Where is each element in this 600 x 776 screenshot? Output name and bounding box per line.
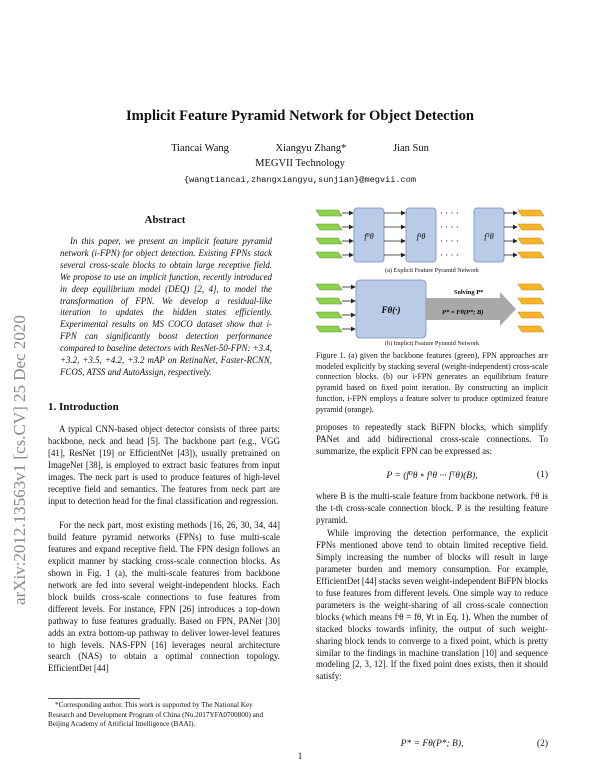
right-paragraph-1: proposes to repeatedly stack BiFPN blocks, which simplify PANet and add bidirectional cross-scale connections. To summarize, the explicit FPN can be expressed as:	[316, 422, 548, 456]
backbone-features-green-a	[316, 210, 342, 258]
equation-2-body: P* = Fθ(P*; B),	[400, 739, 464, 749]
arxiv-identifier: arXiv:2012.13563v1 [cs.CV] 25 Dec 2020	[10, 315, 29, 605]
block-label-f1: f¹θ	[416, 232, 426, 241]
equation-2-number: (2)	[536, 739, 548, 749]
equation-1-body: P = (f⁰θ ∘ f¹θ ··· fᵀθ)(B),	[386, 471, 478, 481]
ellipsis-3: · · · ·	[440, 236, 459, 246]
equation-2	[316, 739, 548, 749]
paper-title: Implicit Feature Pyramid Network for Object Detection	[126, 108, 474, 124]
feature-pyramid-orange-b	[518, 284, 544, 332]
ellipsis-2: · · · ·	[440, 222, 459, 232]
block-label-f0: f⁰θ	[364, 232, 374, 241]
backbone-features-green-b	[316, 284, 342, 332]
ellipsis-markers	[440, 208, 459, 260]
figure-subcaption-b: (b) Implicit Feature Pyramid Network	[384, 340, 480, 347]
author-1: Tiancai Wang	[171, 143, 229, 154]
author-emails: {wangtiancai,zhangxiangyu,sunjian}@megvii.com	[183, 175, 417, 185]
implicit-block-label: Fθ(·)	[381, 305, 401, 315]
abstract-text: In this paper, we present an implicit feature pyramid network (i-FPN) for object detection. Existing FPNs stack several cross-scale blocks to obtain large receptive field. We propose to use an implicit function, recently introduced in deep equilibrium model (DEQ) [2, 4], to model the transformation of FPN. We develop a residual-like iteration to updates the hidden states efficiently. Experimental results on MS COCO dataset show that i-FPN can significantly boost detection performance compared to baseline detectors with ResNet-50-FPN: +3.4, +3.2, +3.5, +4.2, +3.2 mAP on RetinaNet, Faster-RCNN, FCOS, ATSS and AutoAssign, respectively.	[60, 236, 272, 377]
author-3: Jian Sun	[393, 143, 429, 154]
affiliation: MEGVII Technology	[255, 158, 345, 169]
section-heading-introduction: 1. Introduction	[48, 401, 119, 413]
intro-paragraph-1: A typical CNN-based object detector consists of three parts: backbone, neck and head [5]. The backbone part (e.g., VGG [41], ResNet [19] or EfficientNet [43]), usually pretrained on ImageNet [38], is employed to extract basic features from input images. The neck part is used to produce features of high-level receptive field and semantics. The features from neck part are input to detection head for the final classification and regression.	[48, 424, 280, 506]
feature-pyramid-orange-a	[518, 210, 544, 258]
footnote: *Corresponding author. This work is supported by The National Key Research and Development Program of China (No.2017YFA0700800) and Beijing Academy of Artificial Intelligence (BAAI).	[48, 701, 264, 729]
figure-subcaption-a: (a) Explicit Feature Pyramid Network	[385, 267, 479, 274]
block-label-fT: fᵀθ	[484, 232, 494, 241]
ellipsis-4: · · · ·	[440, 250, 459, 260]
solving-label: Solving P*	[454, 289, 484, 296]
implicit-input-connections	[342, 287, 355, 329]
equation-1-number: (1)	[536, 470, 548, 480]
right-paragraph-3: While improving the detection performance, the explicit FPNs mentioned above tend to obtain limited receptive field. Simply increasing the number of blocks will result in large parameter burden and memory consumption. For example, EfficientDet [44] stacks seven weight-independent BiFPN blocks to fuse features from different levels. One simple way to reduce parameters is the weight-sharing of all cross-scale connection blocks (which means fᵗθ = fθ, ∀t in Eq. 1). When the number of stacked blocks towards infinity, the output of such weight-sharing block tends to converge to a fixed point, which is pretty similar to the findings in machine translation [10] and sequence modeling [2, 3, 12]. If the fixed point does exists, then it should satisfy:	[316, 528, 549, 682]
ellipsis-1: · · · ·	[440, 208, 459, 218]
figure-1-caption: Figure 1. (a) given the backbone features (green), FPN approaches are modeled explicitly by stacking several (weight-independent) cross-scale connection blocks. (b) our i-FPN generates an equilibrium feature pyramid based on fixed point iteration. By constructing an implicit function, i-FPN employs a feature solver to produce optimized feature pyramid (orange).	[316, 351, 548, 414]
author-2: Xiangyu Zhang*	[275, 143, 347, 154]
equation-1	[316, 470, 548, 481]
right-paragraph-2: where B is the multi-scale feature from backbone network. fᵗθ is the t-th cross-scale connection block. P is the resulting feature pyramid.	[316, 491, 548, 525]
figure-1-diagram	[312, 206, 552, 346]
page-number: 1	[297, 751, 303, 761]
abstract-heading: Abstract	[144, 214, 186, 226]
intro-paragraph-2: For the neck part, most existing methods [16, 26, 30, 34, 44] build feature pyramid networks (FPNs) to fuse multi-scale features and expand receptive field. The FPN design follows an explicit manner by stacking cross-scale connection blocks. As shown in Fig. 1 (a), the multi-scale features from backbone network are fed into several weight-independent blocks. Each block builds cross-scale connections to fuse features from different levels. For instance, FPN [26] introduces a top-down pathway to fuse features gradually. Based on FPN, PANet [30] adds an extra bottom-up pathway to deliver lower-level features to high levels. NAS-FPN [16] leverages neural architecture search (NAS) to obtain a optimal connection topology. EfficientDet [44]	[48, 520, 280, 674]
author-list	[0, 143, 600, 154]
fixed-point-label: P* = Fθ(P*; B)	[442, 309, 484, 316]
footnote-rule	[48, 698, 140, 699]
